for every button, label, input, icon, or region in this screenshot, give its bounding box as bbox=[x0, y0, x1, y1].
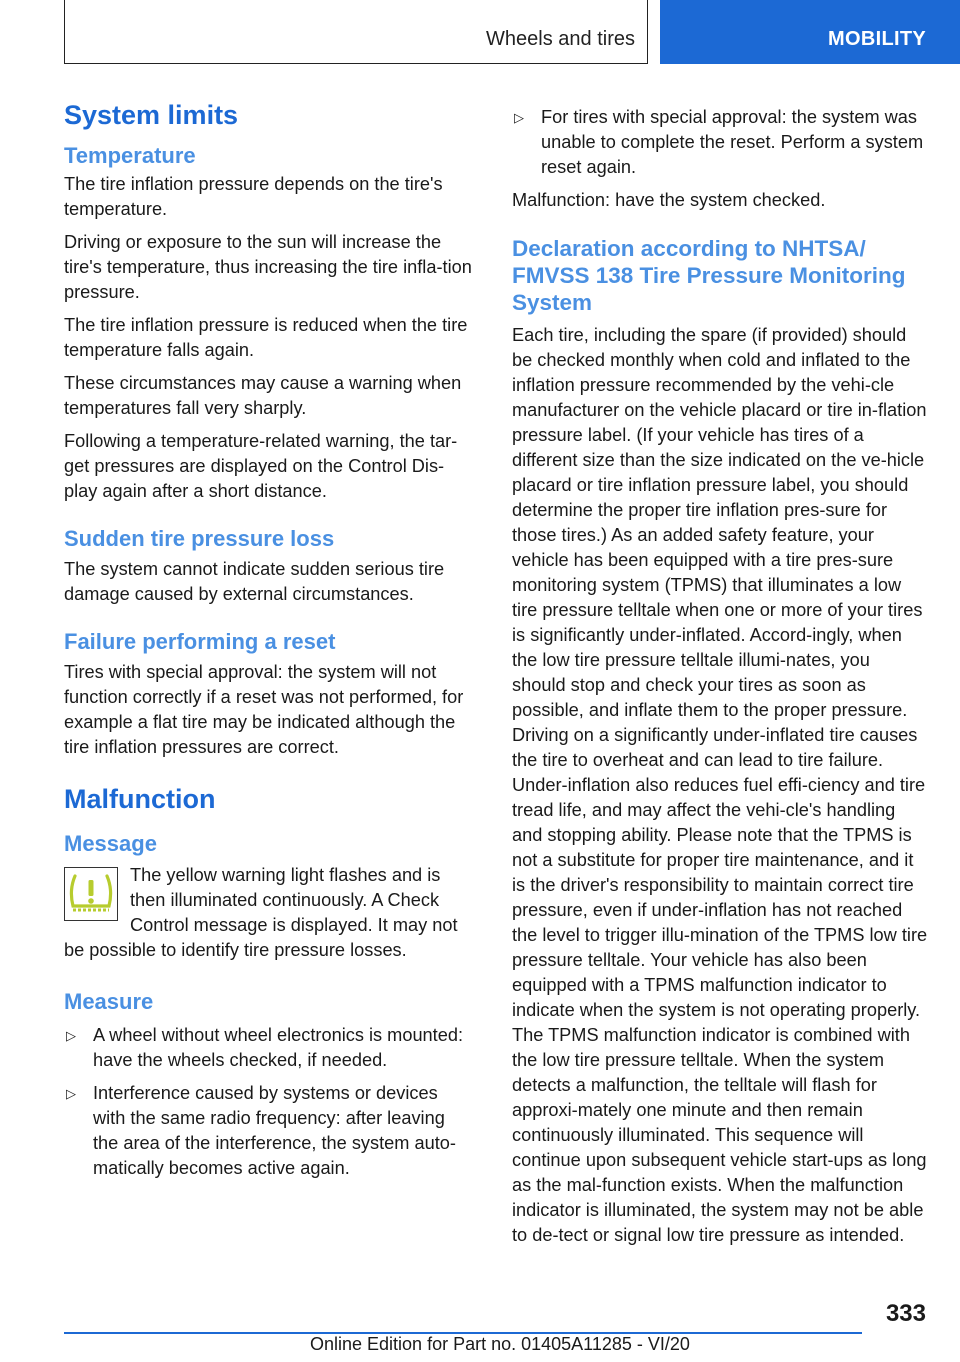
paragraph: The yellow warning light flashes and is then illuminated continuously. A Check Control message is displayed. It may not be possible to identify tire pressure losses. bbox=[64, 865, 458, 960]
header-chapter-tab[interactable] bbox=[660, 0, 960, 64]
bullet-triangle-icon: ▷ bbox=[66, 1086, 76, 1101]
page-number: 333 bbox=[885, 1300, 926, 1327]
tire-pressure-warning-icon bbox=[64, 867, 118, 921]
heading-sudden-loss: Sudden tire pressure loss bbox=[64, 526, 335, 551]
header-section-box bbox=[64, 0, 648, 64]
list-item bbox=[64, 1081, 474, 1181]
paragraph: The system cannot indicate sudden serious tire damage caused by external circumstances. bbox=[64, 559, 445, 604]
heading-failure-reset: Failure performing a reset bbox=[64, 629, 336, 654]
list-item-text: For tires with special approval: the system was unable to complete the reset. Perform a system reset again. bbox=[541, 107, 924, 177]
paragraph: Following a temperature-related warning, the tar-get pressures are displayed on the Control Dis-play again after a short distance. bbox=[64, 431, 458, 501]
message-block bbox=[64, 863, 474, 963]
heading-malfunction: Malfunction bbox=[64, 784, 216, 814]
heading-system-limits: System limits bbox=[64, 100, 239, 130]
bullet-triangle-icon: ▷ bbox=[66, 1028, 76, 1043]
footer-edition: Online Edition for Part no. 01405A11285 - VI/20 bbox=[310, 1334, 690, 1354]
header-section-title: Wheels and tires bbox=[486, 28, 635, 50]
declaration-paragraph: Each tire, including the spare (if provided) should be checked monthly when cold and inflated to the inflation pressure recommended by the vehi-cle manufacturer on the vehicle placard or tire in-flation pressure label. (If your vehicle has tires of a different size than the size indicated on the ve-hicle placard or tire inflation pressure label, you should determine the proper tire inflation pres-sure for those tires.) As an added safety feature, your vehicle has been equipped with a tire pres-sure monitoring system (TPMS) that illuminates a low tire pressure telltale when one or more of your tires is significantly under-inflated. Accord-ingly, when the low tire pressure telltale illumi-nates, you should stop and check your tires as soon as possible, and inflate them to the proper pressure. Driving on a significantly under-inflated tire causes the tire to overheat and can lead to tire failure. Under-inflation also reduces fuel effi-ciency and tire tread life, and may affect the vehi-cle's handling and stopping ability. Please note that the TPMS is not a substitute for proper tire maintenance, and it is the driver's responsibility to maintain correct tire pressure, even if under-inflation has not reached the level to trigger illu-mination of the TPMS low tire pressure telltale. Your vehicle has also been equipped with a TPMS malfunction indicator to indicate when the system is not operating properly. The TPMS malfunction indicator is combined with the low tire pressure telltale. When the system detects a malfunction, the telltale will flash for approxi-mately one minute and then remain continuously illuminated. This sequence will continue upon subsequent vehicle start-ups as long as the mal-function exists. When the malfunction indicator is illuminated, the system may not be able to de-tect or signal low tire pressure as intended. bbox=[512, 325, 928, 1245]
right-column bbox=[512, 105, 928, 1248]
heading-temperature: Temperature bbox=[64, 143, 196, 168]
header-chapter-title: MOBILITY bbox=[828, 28, 926, 50]
list-item-text: Interference caused by systems or devices with the same radio frequency: after leaving the area of the interference, the system auto-matically becomes active again. bbox=[93, 1083, 456, 1178]
heading-measure: Measure bbox=[64, 989, 154, 1014]
heading-declaration: Declaration according to NHTSA/ FMVSS 138 Tire Pressure Monitoring System bbox=[512, 236, 906, 315]
list-item bbox=[64, 1023, 474, 1073]
paragraph: Malfunction: have the system checked. bbox=[512, 190, 826, 210]
paragraph: The tire inflation pressure is reduced when the tire temperature falls again. bbox=[64, 315, 468, 360]
paragraph: The tire inflation pressure depends on the tire's temperature. bbox=[64, 174, 443, 219]
paragraph: These circumstances may cause a warning when temperatures fall very sharply. bbox=[64, 373, 462, 418]
heading-message: Message bbox=[64, 831, 157, 856]
list-item bbox=[512, 105, 928, 180]
list-item-text: A wheel without wheel electronics is mounted: have the wheels checked, if needed. bbox=[93, 1025, 464, 1070]
paragraph: Driving or exposure to the sun will increase the tire's temperature, thus increasing the tire infla-tion pressure. bbox=[64, 232, 472, 302]
left-column bbox=[64, 100, 474, 1181]
paragraph: Tires with special approval: the system will not function correctly if a reset was not performed, for example a flat tire may be indicated although the tire inflation pressures are correct. bbox=[64, 662, 464, 757]
bullet-triangle-icon: ▷ bbox=[514, 110, 524, 125]
